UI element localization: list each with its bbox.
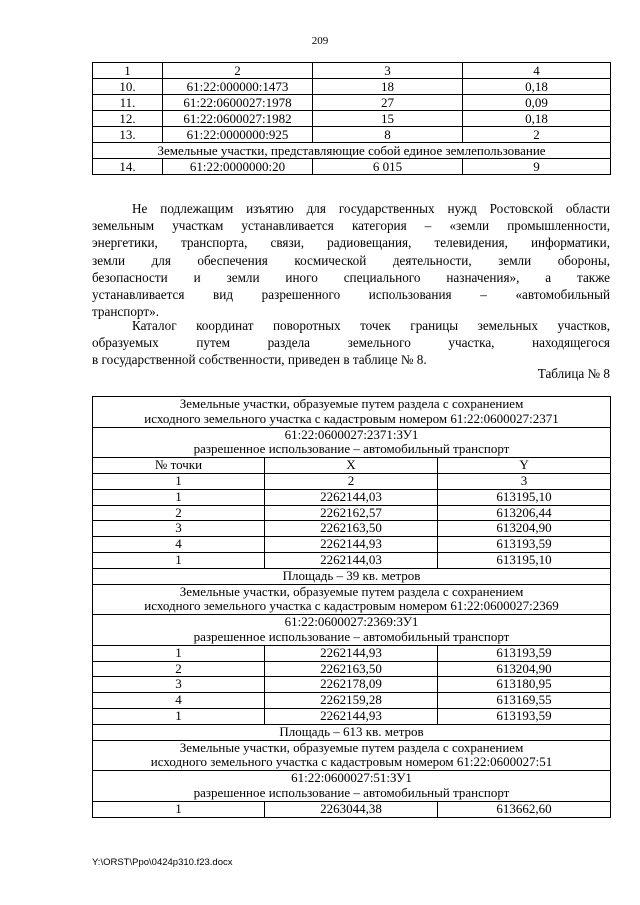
group-title-line: Земельные участки, образуемые путем раздела с сохранением xyxy=(179,740,524,755)
plot-value: 0,18 xyxy=(463,79,611,95)
coord-x: 2262144,93 xyxy=(265,645,438,661)
point-row xyxy=(93,801,611,817)
row-number: 11. xyxy=(93,95,163,111)
plot-value: 18 xyxy=(313,79,463,95)
cadastral-number: 61:22:0000000:925 xyxy=(163,127,313,143)
cadastral-number: 61:22:0600027:1982 xyxy=(163,111,313,127)
permitted-use: разрешенное использование – автомобильный транспорт xyxy=(193,628,510,644)
parcel-number: 61:22:0600027:2371:ЗУ1 xyxy=(284,427,419,442)
cadastral-number: 61:22:0600027:1978 xyxy=(163,95,313,111)
point-number: 2 xyxy=(93,661,265,677)
table-header-row xyxy=(93,63,611,79)
plot-value: 8 xyxy=(313,127,463,143)
point-row xyxy=(93,677,611,693)
point-row xyxy=(93,645,611,661)
group-title-row xyxy=(93,740,611,771)
point-row xyxy=(93,489,611,505)
point-number: 4 xyxy=(93,693,265,709)
table-row xyxy=(93,111,611,127)
header-cell: 1 xyxy=(93,63,163,79)
coord-x: 2262144,93 xyxy=(265,537,438,553)
coord-y: 613662,60 xyxy=(438,801,611,817)
group-title-row xyxy=(93,397,611,428)
table-row xyxy=(93,95,611,111)
parcel-row xyxy=(93,615,611,646)
coord-x: 2262163,50 xyxy=(265,661,438,677)
group-title xyxy=(93,584,611,615)
coord-y: 613193,59 xyxy=(438,537,611,553)
point-number: 1 xyxy=(93,489,265,505)
group-title-line: Земельные участки, образуемые путем раздела с сохранением xyxy=(179,584,524,599)
group-title-line: исходного земельного участка с кадастровым номером 61:22:0600027:2369 xyxy=(144,598,559,614)
group-title-line: Земельные участки, образуемые путем раздела с сохранением xyxy=(179,396,524,411)
plot-value: 15 xyxy=(313,111,463,127)
header-cell: 2 xyxy=(163,63,313,79)
point-number: 1 xyxy=(93,801,265,817)
coord-x: 2262163,50 xyxy=(265,521,438,537)
point-number: 1 xyxy=(93,645,265,661)
parcel-info xyxy=(93,771,611,802)
area-value: Площадь – 39 кв. метров xyxy=(93,568,611,584)
text-line: земли для обеспечения космической деятельности, земли обороны, xyxy=(92,252,610,268)
plot-value: 9 xyxy=(463,159,611,175)
coord-y: 613193,59 xyxy=(438,708,611,724)
parcel-info xyxy=(93,615,611,646)
point-row xyxy=(93,708,611,724)
area-row xyxy=(93,724,611,740)
column-header-row xyxy=(93,458,611,474)
coordinates-table xyxy=(92,396,611,818)
text-line: Не подлежащим изъятию для государственных нужд Ростовской области xyxy=(132,201,610,216)
plot-value: 27 xyxy=(313,95,463,111)
page-number: 209 xyxy=(311,35,329,47)
parcel-number: 61:22:0600027:2369:ЗУ1 xyxy=(284,614,419,630)
cadastral-number: 61:22:0000000:20 xyxy=(163,159,313,175)
table-caption: Таблица № 8 xyxy=(537,366,610,381)
header-cell: 4 xyxy=(463,63,611,79)
text-line: устанавливается вид разрешенного использования – «автомобильный xyxy=(92,286,610,302)
header-cell: 2 xyxy=(265,473,438,489)
point-row xyxy=(93,661,611,677)
coord-x: 2262144,93 xyxy=(265,708,438,724)
header-cell: X xyxy=(265,458,438,474)
text-line: образуемых путем раздела земельного участка, находящегося xyxy=(92,335,610,351)
header-cell: 3 xyxy=(438,473,611,489)
coord-x: 2262144,03 xyxy=(265,552,438,568)
plot-value: 0,18 xyxy=(463,111,611,127)
point-number: 2 xyxy=(93,505,265,521)
permitted-use: разрешенное использование – автомобильный транспорт xyxy=(193,784,510,800)
header-cell: № точки xyxy=(93,458,265,474)
group-title-line: исходного земельного участка с кадастровым номером 61:22:0600027:51 xyxy=(150,754,553,770)
coord-x: 2262178,09 xyxy=(265,677,438,693)
point-number: 1 xyxy=(93,552,265,568)
coord-x: 2262159,28 xyxy=(265,693,438,709)
area-value: Площадь – 613 кв. метров xyxy=(93,724,611,740)
coord-x: 2262162,57 xyxy=(265,505,438,521)
point-row xyxy=(93,693,611,709)
plot-value: 0,09 xyxy=(463,95,611,111)
cadastral-number: 61:22:000000:1473 xyxy=(163,79,313,95)
table-row xyxy=(93,159,611,175)
point-row xyxy=(93,552,611,568)
category-paragraph xyxy=(92,200,610,320)
point-row xyxy=(93,521,611,537)
column-number-row xyxy=(93,473,611,489)
section-row xyxy=(93,143,611,159)
coord-y: 613195,10 xyxy=(438,552,611,568)
point-row xyxy=(93,537,611,553)
row-number: 14. xyxy=(93,159,163,175)
file-path-footer: Y:\ORST\Ppo\0424p310.f23.docx xyxy=(92,857,233,868)
header-cell: 1 xyxy=(93,473,265,489)
group-title-line: исходного земельного участка с кадастровым номером 61:22:0600027:2371 xyxy=(144,410,559,426)
coord-y: 613180,95 xyxy=(438,677,611,693)
coord-y: 613193,59 xyxy=(438,645,611,661)
coord-y: 613195,10 xyxy=(438,489,611,505)
row-number: 10. xyxy=(93,79,163,95)
coord-y: 613204,90 xyxy=(438,661,611,677)
area-row xyxy=(93,568,611,584)
text-line: Каталог координат поворотных точек границы земельных участков, xyxy=(132,318,610,333)
text-line: энергетики, транспорта, связи, радиовещания, телевидения, информатики, xyxy=(92,235,610,251)
parcel-number: 61:22:0600027:51:ЗУ1 xyxy=(291,770,412,786)
point-number: 3 xyxy=(93,521,265,537)
parcel-info xyxy=(93,427,611,458)
table-row xyxy=(93,79,611,95)
coord-y: 613206,44 xyxy=(438,505,611,521)
group-title xyxy=(93,397,611,428)
row-number: 13. xyxy=(93,127,163,143)
parcel-row xyxy=(93,771,611,802)
parcel-row xyxy=(93,427,611,458)
section-title: Земельные участки, представляющие собой единое землепользование xyxy=(93,143,611,159)
group-title-row xyxy=(93,584,611,615)
text-line: транспорт». xyxy=(92,304,160,320)
plot-value: 6 015 xyxy=(313,159,463,175)
point-number: 3 xyxy=(93,677,265,693)
point-number: 1 xyxy=(93,708,265,724)
catalog-paragraph xyxy=(92,317,610,369)
coord-y: 613169,55 xyxy=(438,693,611,709)
point-number: 4 xyxy=(93,537,265,553)
text-line: земельным участкам устанавливается категория – «земли промышленности, xyxy=(92,218,610,234)
group-title xyxy=(93,740,611,771)
plot-value: 2 xyxy=(463,127,611,143)
text-line: в государственной собственности, приведен в таблице № 8. xyxy=(92,352,427,368)
table-row xyxy=(93,127,611,143)
coord-x: 2263044,38 xyxy=(265,801,438,817)
land-plots-table-continued xyxy=(92,62,611,175)
permitted-use: разрешенное использование – автомобильный транспорт xyxy=(193,441,510,457)
coord-x: 2262144,03 xyxy=(265,489,438,505)
coord-y: 613204,90 xyxy=(438,521,611,537)
text-line: безопасности и земли иного специального назначения», а также xyxy=(92,269,610,285)
header-cell: 3 xyxy=(313,63,463,79)
point-row xyxy=(93,505,611,521)
header-cell: Y xyxy=(438,458,611,474)
row-number: 12. xyxy=(93,111,163,127)
